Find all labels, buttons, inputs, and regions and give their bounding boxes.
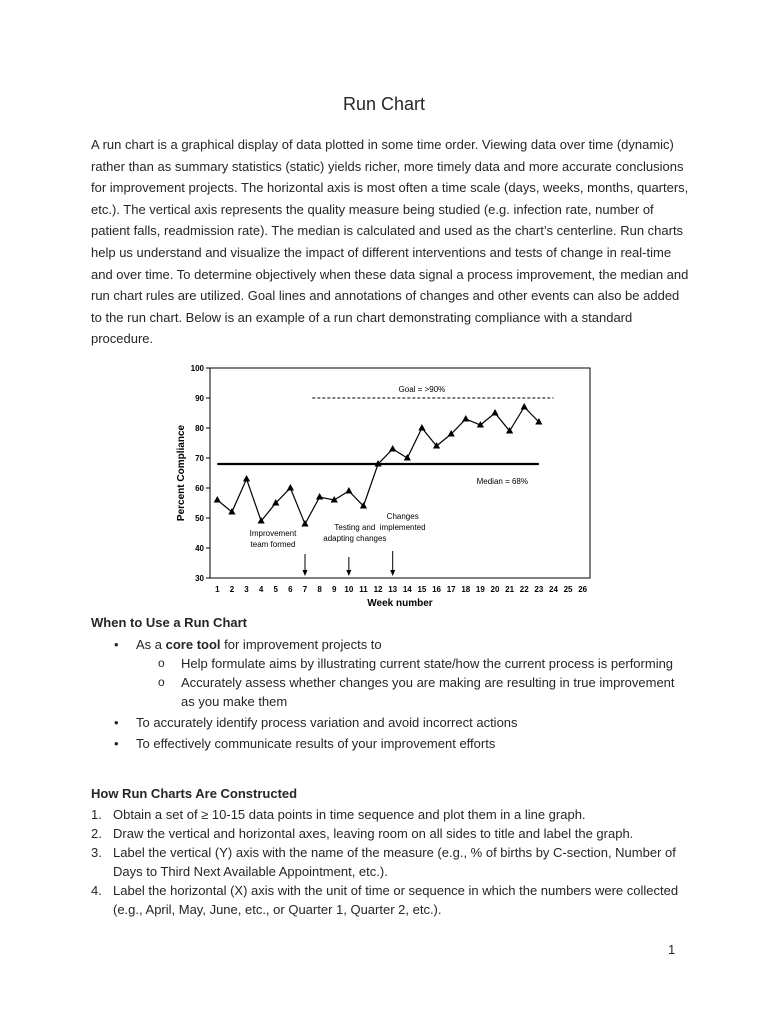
- annotation-label: adapting changes: [323, 534, 387, 543]
- annotation-label: Improvement: [249, 529, 297, 538]
- y-tick-label: 70: [195, 454, 204, 463]
- x-tick-label: 26: [578, 585, 588, 594]
- x-tick-label: 22: [519, 585, 529, 594]
- sub-list-item: o Help formulate aims by illustrating current state/how the current process is performing: [136, 654, 691, 673]
- data-point: [389, 445, 396, 452]
- list-item: • As a core tool for improvement projects to o Help formulate aims by illustrating current state/how the current process is performing o Accurately assess whether changes you are making are resulting in true improvement as you make them: [91, 635, 691, 711]
- x-tick-label: 1: [215, 585, 220, 594]
- median-label: Median = 68%: [476, 477, 528, 486]
- x-tick-label: 3: [244, 585, 249, 594]
- annotation-arrowhead: [390, 570, 395, 576]
- annotation-label: Testing and: [334, 523, 376, 532]
- data-point: [404, 454, 411, 461]
- y-tick-label: 60: [195, 484, 204, 493]
- when-to-use-list: [91, 635, 691, 755]
- y-axis-label: Percent Compliance: [176, 424, 187, 522]
- x-tick-label: 13: [388, 585, 398, 594]
- page-number: 1: [668, 942, 676, 957]
- goal-label: Goal = >90%: [398, 385, 446, 394]
- step-item: 2. Draw the vertical and horizontal axes, leaving room on all sides to title and label the graph.: [91, 826, 634, 841]
- x-tick-label: 15: [417, 585, 427, 594]
- x-tick-label: 23: [534, 585, 544, 594]
- run-chart: [172, 358, 602, 614]
- x-tick-label: 4: [258, 585, 264, 594]
- intro-paragraph: A run chart is a graphical display of data plotted in some time order. Viewing data over time (dynamic) rather than as summary statistics (static) yields richer, more timely data and more accurate conclusions for improvement projects. The horizontal axis is most often a time scale (days, weeks, months, quarters, etc.). The vertical axis represents the quality measure being studied (e.g. infection rate, number of patient falls, readmission rate). The median is calculated and used as the chart’s centerline. Run charts help us understand and visualize the impact of different interventions and tests of change in real-time and over time. To determine objectively when these data signal a process improvement, the median and run chart rules are utilized. Goal lines and annotations of changes and other events can also be added to the run chart. Below is an example of a run chart demonstrating compliance with a standard procedure.: [91, 137, 689, 347]
- x-tick-label: 11: [359, 585, 368, 594]
- when-to-use-heading: When to Use a Run Chart: [91, 615, 248, 630]
- x-tick-label: 12: [373, 585, 383, 594]
- y-tick-label: 40: [195, 544, 204, 553]
- list-item: • To accurately identify process variation and avoid incorrect actions: [91, 713, 691, 732]
- annotation-label: implemented: [379, 523, 426, 532]
- data-point: [287, 484, 294, 491]
- data-point: [491, 409, 498, 416]
- x-tick-label: 16: [432, 585, 441, 594]
- data-point: [301, 520, 308, 527]
- x-tick-label: 5: [273, 585, 278, 594]
- x-tick-label: 18: [461, 585, 471, 594]
- step-item: 4. Label the horizontal (X) axis with the unit of time or sequence in which the numbers were collected (e.g., April, May, June, etc., or Quarter 1, Quarter 2, etc.).: [91, 883, 679, 917]
- how-constructed-heading: How Run Charts Are Constructed: [91, 786, 298, 801]
- x-tick-label: 24: [549, 585, 558, 594]
- sub-list-item: o Accurately assess whether changes you are making are resulting in true improvement as you make them: [136, 673, 691, 711]
- sub-list: [136, 654, 691, 711]
- x-tick-label: 14: [402, 585, 412, 594]
- annotation-label: team formed: [250, 540, 296, 549]
- x-tick-label: 25: [563, 585, 573, 594]
- annotation-arrowhead: [303, 570, 308, 576]
- data-point: [521, 403, 528, 410]
- data-point: [243, 475, 250, 482]
- x-tick-label: 19: [475, 585, 485, 594]
- x-tick-label: 2: [229, 585, 235, 594]
- x-tick-label: 17: [446, 585, 456, 594]
- step-item: 1. Obtain a set of ≥ 10-15 data points in time sequence and plot them in a line graph.: [91, 807, 586, 822]
- annotation-label: Changes: [386, 512, 419, 521]
- y-tick-label: 80: [195, 424, 204, 433]
- x-tick-label: 6: [288, 585, 293, 594]
- x-tick-label: 9: [332, 585, 337, 594]
- x-tick-label: 7: [302, 585, 308, 594]
- data-point: [345, 487, 352, 494]
- y-tick-label: 50: [195, 514, 204, 523]
- annotation-arrowhead: [346, 570, 351, 576]
- how-constructed-list: [91, 805, 691, 919]
- y-tick-label: 30: [195, 574, 204, 583]
- x-tick-label: 21: [505, 585, 515, 594]
- list-item: • To effectively communicate results of your improvement efforts: [91, 734, 691, 753]
- x-tick-label: 20: [490, 585, 500, 594]
- data-point: [214, 496, 221, 503]
- x-tick-label: 10: [344, 585, 354, 594]
- x-tick-label: 8: [317, 585, 322, 594]
- data-point: [316, 493, 323, 500]
- data-point: [228, 508, 235, 515]
- y-tick-label: 90: [195, 394, 204, 403]
- data-point: [462, 415, 469, 422]
- step-item: 3. Label the vertical (Y) axis with the name of the measure (e.g., % of births by C-section, Number of Days to Third Next Available Appointment, etc.).: [91, 845, 676, 879]
- y-tick-label: 100: [190, 364, 204, 373]
- x-axis-label: Week number: [367, 598, 433, 609]
- page-title: Run Chart: [342, 94, 426, 114]
- data-point: [418, 424, 425, 431]
